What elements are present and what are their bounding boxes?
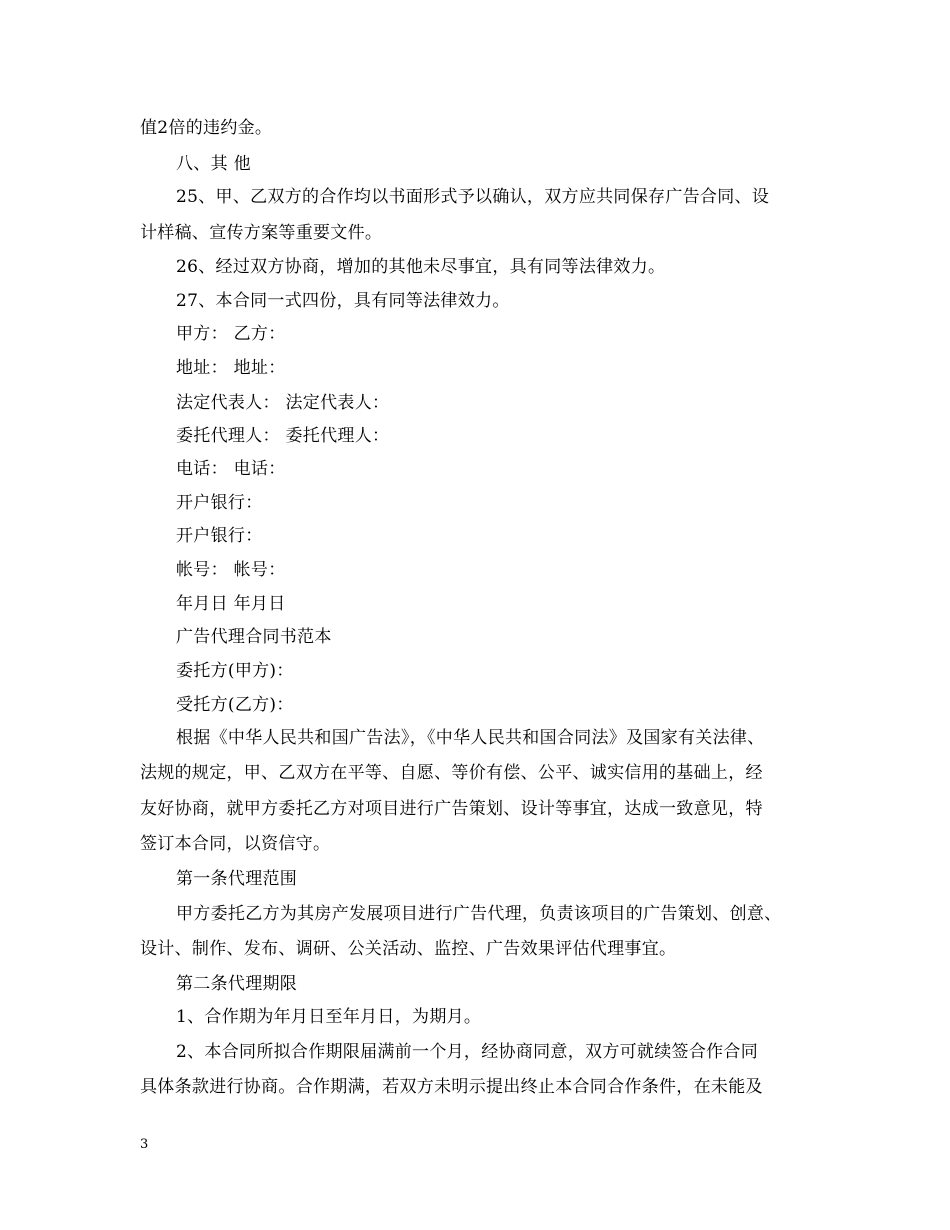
text-line: 友好协商，就甲方委托乙方对项目进行广告策划、设计等事宜，达成一致意见，特 xyxy=(140,799,763,819)
section-heading: 第二条代理期限 xyxy=(176,974,298,994)
party-field: 委托方(甲方)： xyxy=(176,661,294,681)
signature-field: 委托代理人： 委托代理人： xyxy=(176,426,390,446)
text-line: 设计、制作、发布、调研、公关活动、监控、广告效果评估代理事宜。 xyxy=(140,939,677,959)
text-line: 1、合作期为年月日至年月日，为期月。 xyxy=(176,1007,482,1027)
text-line: 具体条款进行协商。合作期满，若双方未明示提出终止本合同合作条件，在未能及 xyxy=(140,1077,763,1097)
text-line: 25、甲、乙双方的合作均以书面形式予以确认，双方应共同保存广告合同、设 xyxy=(176,187,770,207)
text-line: 27、本合同一式四份，具有同等法律效力。 xyxy=(176,291,510,311)
text-line: 签订本合同，以资信守。 xyxy=(140,834,331,854)
page-number: 3 xyxy=(140,1137,149,1152)
section-heading: 八、其 他 xyxy=(176,154,251,174)
signature-field: 帐号： 帐号： xyxy=(176,560,286,580)
document-title: 广告代理合同书范本 xyxy=(176,627,332,647)
text-line: 值2倍的违约金。 xyxy=(140,118,273,138)
signature-field: 法定代表人： 法定代表人： xyxy=(176,393,390,413)
signature-field: 甲方： 乙方： xyxy=(176,324,286,344)
signature-field: 年月日 年月日 xyxy=(176,594,286,614)
section-heading: 第一条代理范围 xyxy=(176,869,298,889)
signature-field: 开户银行： xyxy=(176,493,263,513)
signature-field: 地址： 地址： xyxy=(176,358,286,378)
text-line: 法规的规定，甲、乙双方在平等、自愿、等价有偿、公平、诚实信用的基础上，经 xyxy=(140,763,763,783)
text-line: 计样稿、宣传方案等重要文件。 xyxy=(140,223,383,243)
signature-field: 电话： 电话： xyxy=(176,459,286,479)
signature-field: 开户银行： xyxy=(176,526,263,546)
text-line: 根据《中华人民共和国广告法》，《中华人民共和国合同法》及国家有关法律、 xyxy=(176,728,765,748)
text-line: 26、经过双方协商，增加的其他未尽事宜，具有同等法律效力。 xyxy=(176,257,666,277)
text-line: 2、本合同所拟合作期限届满前一个月，经协商同意，双方可就续签合作合同 xyxy=(176,1042,759,1062)
text-line: 甲方委托乙方为其房产发展项目进行广告代理，负责该项目的广告策划、创意、 xyxy=(176,904,782,924)
party-field: 受托方(乙方)： xyxy=(176,695,294,715)
